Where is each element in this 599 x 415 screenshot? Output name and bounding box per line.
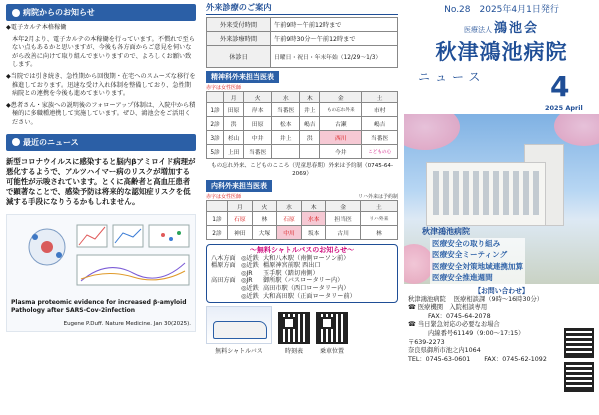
cell: 西川	[320, 131, 362, 145]
qr-label: 乗車位置	[319, 348, 344, 356]
qr-strip	[206, 306, 398, 355]
head-cell: 水	[277, 201, 302, 212]
qr-code-icon[interactable]	[564, 328, 594, 358]
hospital-icon	[12, 9, 20, 17]
shuttle-bus-box	[206, 244, 398, 303]
cell: 林	[360, 226, 397, 240]
head-cell: 土	[360, 201, 397, 212]
blossom-icon	[554, 114, 599, 146]
bus-line: ◎近鉄	[241, 254, 259, 262]
qr-label: 無料シャトルバス	[215, 348, 263, 356]
cell: 坂本	[301, 226, 326, 240]
cell: 林	[252, 212, 277, 226]
head-cell: 金	[320, 92, 362, 103]
notice-body	[6, 24, 196, 128]
brand	[404, 17, 599, 36]
cell: 石原	[277, 212, 302, 226]
bus-stop: 高田市駅（西口ロータリー内）	[263, 284, 350, 292]
left-column	[0, 0, 202, 415]
internal-note: 赤字は女性医師	[206, 85, 242, 91]
cell: 3診	[207, 131, 224, 145]
notice-item: ◆電子カルテ本格稼働	[6, 24, 67, 31]
cell: 市村	[362, 103, 398, 117]
middle-column	[202, 0, 402, 415]
cell: 洪	[300, 131, 320, 145]
head-cell: 水	[272, 92, 300, 103]
bus-area: 橿原方面	[211, 262, 236, 270]
news-title: 最近のニュース	[23, 137, 79, 147]
list-item	[211, 262, 393, 270]
head-cell: 火	[244, 92, 272, 103]
notice-item: ◆患者さん・家族への説明後のフォローアップ体制は、入院中から積極的に多職種連携して実施しています。ぜひ、鴻池会をご活用ください。	[6, 101, 196, 126]
fax: FAX：0745-62-1092	[484, 355, 547, 363]
ortho-notes	[206, 192, 398, 200]
table-row	[207, 145, 398, 159]
contact-title: 【お問い合わせ】	[474, 287, 529, 295]
cell: 松本	[272, 117, 300, 131]
news-label: ニュース	[418, 70, 486, 84]
bus-area	[211, 293, 241, 301]
cell: 杉山	[224, 131, 244, 145]
cell: 石原	[228, 212, 253, 226]
bus-line: ◎近鉄	[241, 284, 259, 292]
table-row	[207, 201, 398, 212]
list-item: 医療安全推進週間	[430, 272, 525, 283]
head-cell: 土	[362, 92, 398, 103]
table-row	[207, 226, 398, 240]
guide-title: 外来診療のご案内	[206, 2, 398, 15]
head-cell: 月	[224, 92, 244, 103]
bus-stop: 御所駅（バスロータリー内）	[263, 277, 344, 285]
research-figure	[6, 214, 196, 332]
cell: 古瀬	[320, 117, 362, 131]
contact-tel2: ☎ 当日緊急対応の必要なお場合	[408, 321, 500, 329]
contact-tel2b: 内線番号61149（9:00～17:15）	[428, 329, 525, 337]
internal-schedule-band: 精神科外来担当医表	[206, 71, 279, 83]
bus-stop: 玉手駅（踏切南側）	[263, 269, 319, 277]
cell: こどもの心	[362, 145, 398, 159]
bus-area: 八木方面	[211, 254, 236, 262]
cell: 井上	[300, 103, 320, 117]
bus-line: ◎近鉄	[241, 262, 259, 270]
cell: 中井	[244, 131, 272, 145]
guide-table	[206, 17, 398, 68]
cell: 嶋吉	[362, 117, 398, 131]
cell: 2診	[207, 226, 228, 240]
figure-graphics	[7, 215, 195, 295]
notice-item: ◆当院では引き続き、急性期から回復期・在宅へのスムーズな移行を推進しております。迅速な受け入れ体制を整備しており、急性期病院との連携を今後も進めてまいります。	[6, 72, 196, 98]
head-cell: 火	[252, 201, 277, 212]
table-row	[207, 131, 398, 145]
bus-line: ◎JR	[241, 269, 253, 277]
hospital-photo	[404, 114, 599, 284]
ortho-schedule-band: 内科外来担当医表	[206, 180, 272, 192]
cell: リハ外来	[360, 212, 397, 226]
blossom-icon	[404, 114, 460, 150]
contact-hours: 医療相談課（9時～16時30分）	[453, 295, 544, 303]
news-body: 新型コロナウイルスに感染すると脳内βアミロイド病理が悪化するようで、アルツハイマー病のリスクが増加する可能性が示唆されています。とくに高齢者と高血圧患者で顕著なことで、感染予防は将来的な認知症リスクを低減する手段になりうるかもしれません。	[6, 156, 196, 207]
paper-citation: Eugene P.Duff. Nature Medicine. Jan 30(2025).	[63, 320, 191, 327]
postal-code: 〒639-2273	[408, 338, 445, 346]
table-row	[207, 92, 398, 103]
bus-icon	[206, 306, 272, 344]
qr-label: 時刻表	[284, 348, 303, 356]
table-row	[207, 18, 398, 32]
table-row	[207, 46, 398, 68]
cell: もの忘れ外来	[320, 103, 362, 117]
cell: 神田	[228, 226, 253, 240]
contact-box	[404, 286, 599, 365]
head-cell	[207, 92, 224, 103]
notice-item: 本年2月より、電子カルテの本稼働を行っています。不慣れで至らない点もあるかと思いますが、今後も各方面からご意見を伺いながら改善に向けて取り組んでまいりますので、よろしくお願い致します。	[12, 35, 195, 69]
address: 奈良県御所市池之内1064	[408, 347, 481, 355]
ortho-schedule-table	[206, 200, 398, 240]
cell: 田原	[224, 103, 244, 117]
cell: 中川	[277, 226, 302, 240]
list-item: 医療安全の取り組み	[430, 238, 525, 249]
qr-code-icon[interactable]	[278, 312, 310, 344]
list-item	[211, 277, 393, 285]
internal-schedule-table	[206, 91, 398, 159]
ortho-note: リハ外来は予約制	[358, 194, 398, 200]
cell: 当番医	[244, 145, 272, 159]
cell: 嶋吉	[300, 117, 320, 131]
guide-value: 日曜日・祝日・年末年始（12/29～1/3）	[271, 46, 398, 68]
cell: 当番医	[272, 103, 300, 117]
bus-stop: 橿原神宮前駅 西出口	[263, 262, 321, 270]
list-item: 医療安全対策地域連携加算	[432, 261, 524, 271]
cell: 5診	[207, 145, 224, 159]
bus-line: ◎JR	[241, 277, 253, 285]
cell: 水本	[301, 212, 326, 226]
tel: TEL：0745-63-0601	[408, 355, 471, 363]
qr-code-icon[interactable]	[564, 362, 594, 392]
guide-key: 休診日	[207, 46, 271, 68]
contact-name-row	[408, 296, 595, 305]
shuttle-title: ～無料シャトルバスのお知らせ～	[249, 246, 355, 254]
table-row	[207, 212, 398, 226]
page-title: 秋津鴻池病院	[435, 40, 568, 64]
cell: 大塚	[252, 226, 277, 240]
head-cell: 月	[228, 201, 253, 212]
head-cell: 木	[300, 92, 320, 103]
head-cell: 金	[326, 201, 360, 212]
right-column	[404, 0, 599, 415]
list-item: 医療安全ミーティング	[430, 249, 525, 260]
contact-fax1: FAX：0745-64-2078	[428, 312, 491, 320]
cell: 担当医	[326, 212, 360, 226]
qr-boarding[interactable]	[316, 312, 348, 355]
news-header	[6, 134, 196, 151]
table-row	[207, 117, 398, 131]
ortho-note: 赤字は女性医師	[206, 194, 242, 200]
notice-header	[6, 4, 196, 21]
cell: 1診	[207, 103, 224, 117]
notice-title: 病院からのお知らせ	[23, 8, 95, 17]
head-cell: 木	[301, 201, 326, 212]
qr-timetable[interactable]	[278, 312, 310, 355]
guide-value: 午前9時30分～午前12時まで	[271, 32, 398, 46]
issue-line: No.28 2025年4月1日発行	[444, 5, 559, 15]
cell: 井上	[272, 131, 300, 145]
bus-stop: 大和八木駅（南側ローソン前）	[263, 254, 350, 262]
cell: 2診	[207, 117, 224, 131]
cell: 今井	[320, 145, 362, 159]
table-row	[207, 103, 398, 117]
list-item	[211, 293, 393, 301]
contact-tel1: ☎ 医療機関 入院相談専用	[408, 304, 488, 312]
bus-area: 高田方面	[211, 277, 236, 285]
cell	[300, 145, 320, 159]
cell: 古川	[326, 226, 360, 240]
news-icon	[12, 138, 20, 146]
guide-key: 外来受付時間	[207, 18, 271, 32]
bus-stop: 大和高田駅（正面ロータリー前）	[263, 292, 356, 300]
issue-number: 4	[550, 70, 570, 103]
cell: 1診	[207, 212, 228, 226]
cell: 当番医	[362, 131, 398, 145]
paper-title: Plasma proteomic evidence for increased β-amyloid Pathology after SARS-Cov-2infection	[11, 298, 187, 314]
guide-value: 午前9時～午前12時まで	[271, 18, 398, 32]
building-icon	[426, 162, 546, 226]
brand-prefix: 医療法人	[464, 26, 493, 34]
hospital-sign: 秋津鴻池病院	[422, 227, 470, 236]
list-item	[211, 285, 393, 293]
brand-name: 鴻池会	[493, 21, 539, 36]
cell: 岸本	[244, 103, 272, 117]
bus-line: ◎近鉄	[241, 292, 259, 300]
internal-footnote: もの忘れ外来、こどものこころ（児童思春期）外来は予約制（0745-64-2069）	[210, 163, 394, 177]
head-cell	[207, 201, 228, 212]
qr-code-icon[interactable]	[316, 312, 348, 344]
cell: 上田	[224, 145, 244, 159]
guide-key: 外来診療時間	[207, 32, 271, 46]
cell: 田原	[244, 117, 272, 131]
contact-name: 秋津鴻池病院	[408, 295, 446, 303]
bus-area	[211, 285, 241, 293]
cell: 洪	[224, 117, 244, 131]
table-row	[207, 32, 398, 46]
cell	[272, 145, 300, 159]
topic-list	[430, 238, 525, 284]
bus-illustration	[206, 306, 272, 355]
issue-month: 2025 April	[545, 104, 583, 112]
